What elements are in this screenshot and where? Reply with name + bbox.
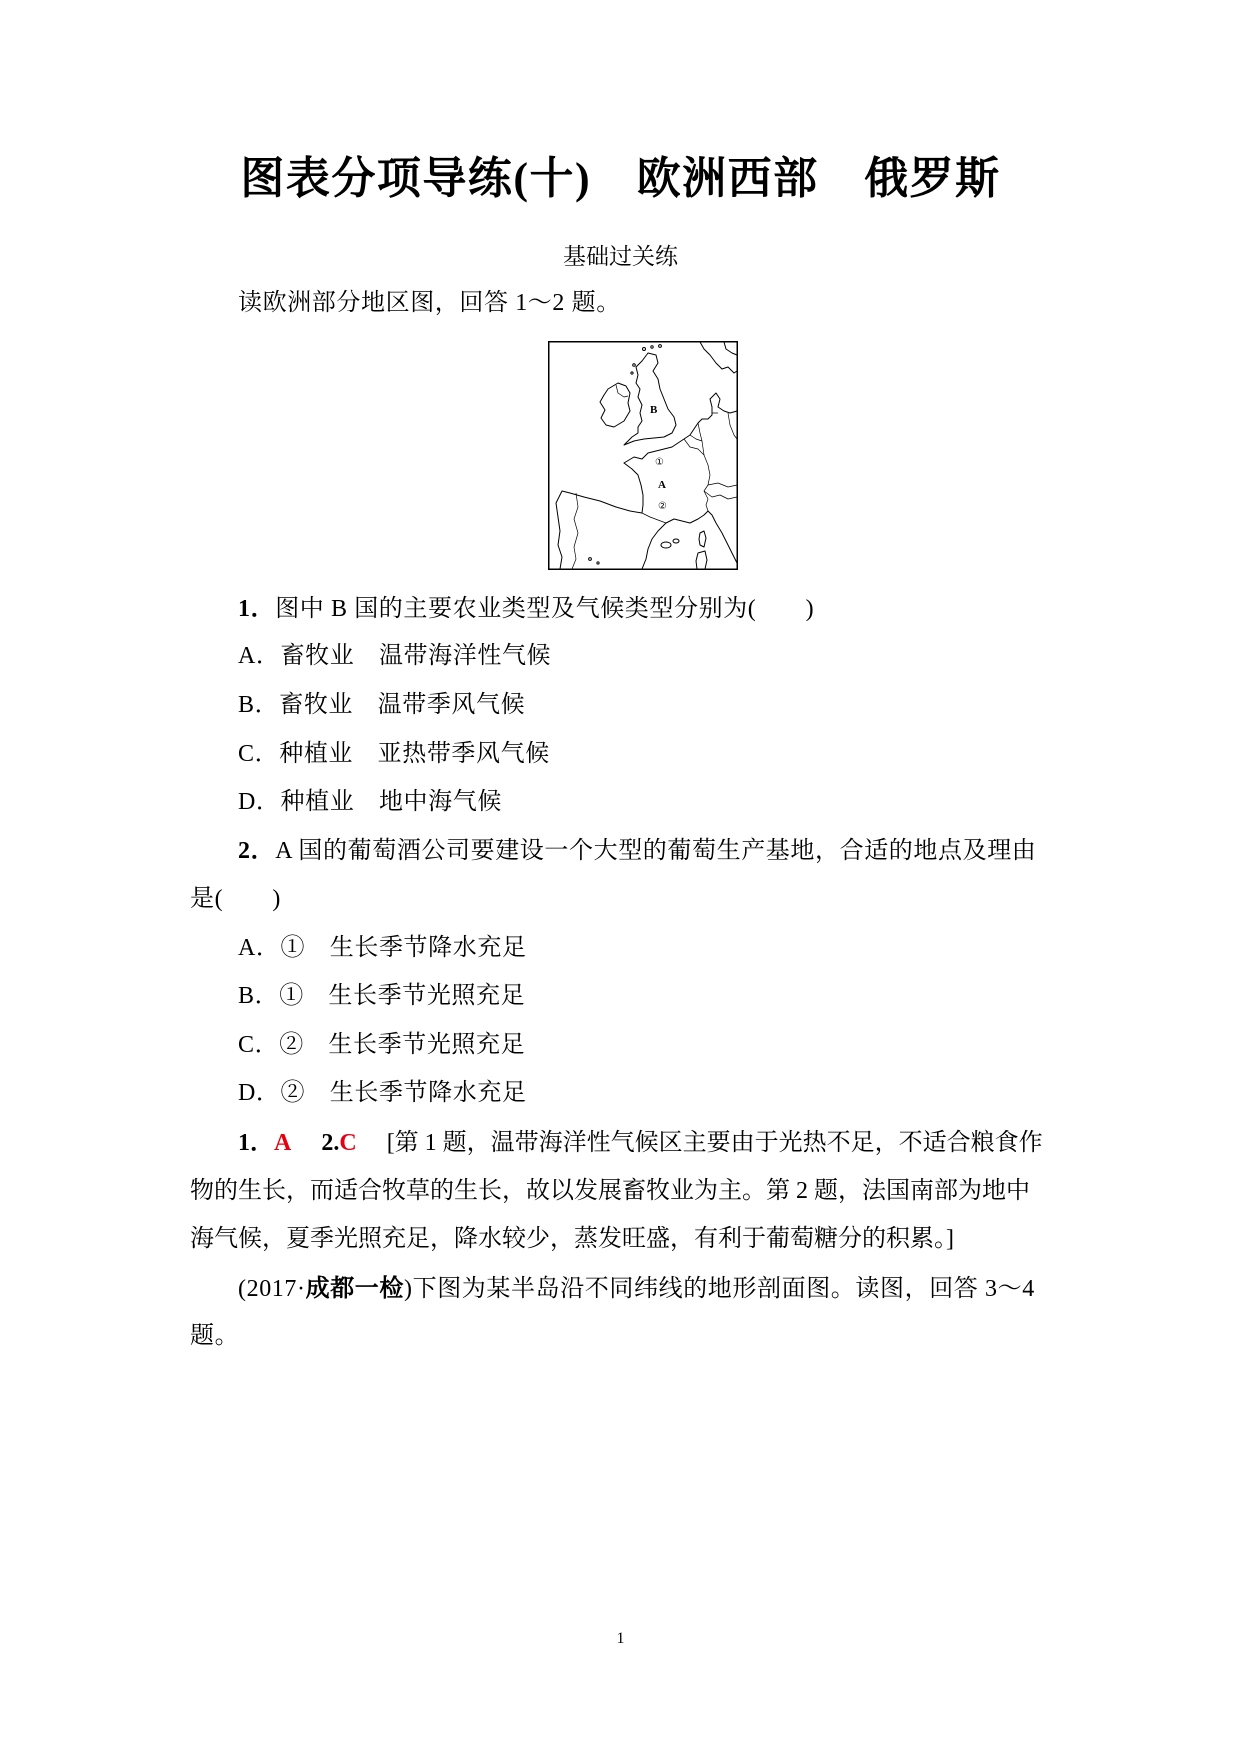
island-mark: [597, 562, 599, 564]
question-2-option-b: [238, 980, 525, 1012]
island-mark: [633, 364, 636, 367]
option-text: 种植业 亚热带季风气候: [279, 741, 550, 767]
answer-line-3: 海气候，夏季光照充足，降水较少，蒸发旺盛，有利于葡萄糖分的积累。]: [190, 1226, 954, 1252]
option-text: ② 生长季节降水充足: [280, 1080, 527, 1106]
question-2-stem-line-1: [238, 835, 1036, 867]
question-1-option-d: [238, 786, 502, 818]
question-2-option-d: [238, 1077, 527, 1109]
option-text: ① 生长季节降水充足: [280, 935, 527, 961]
answer-key: A: [274, 1130, 292, 1156]
island-mark: [643, 348, 646, 351]
question-1-option-c: [238, 738, 550, 770]
source-close: ): [404, 1276, 413, 1302]
island-mark: [673, 539, 679, 543]
question-2-stem-line-2: 是( ): [190, 886, 281, 912]
answer-line-1: [238, 1127, 1043, 1159]
option-text: 种植业 地中海气候: [280, 789, 502, 815]
next-block-line-2: 题。: [190, 1323, 240, 1349]
sardinia-outline: [696, 551, 707, 569]
question-2-option-a: [238, 932, 527, 964]
corsica-outline: [699, 531, 706, 547]
question-number: 2．: [238, 838, 276, 864]
answer-line-2: 物的生长，而适合牧草的生长，故以发展畜牧业为主。第 2 题，法国南部为地中: [190, 1178, 1030, 1204]
option-letter: C．: [238, 1032, 280, 1058]
next-block-line-1: [238, 1273, 1035, 1305]
question-text: A 国的葡萄酒公司要建设一个大型的葡萄生产基地，合适的地点及理由: [275, 838, 1037, 864]
island-mark: [589, 558, 592, 561]
page-number: 1: [616, 1630, 625, 1647]
question-1-stem: [238, 593, 814, 625]
answer-number: 1．: [238, 1130, 274, 1156]
question-number: 1．: [238, 596, 276, 622]
option-letter: A．: [238, 643, 281, 669]
question-1-option-b: [238, 689, 525, 721]
option-letter: D．: [238, 789, 281, 815]
answer-key: C: [339, 1130, 357, 1156]
question-2-option-c: [238, 1029, 525, 1061]
option-text: ② 生长季节光照充足: [279, 1032, 526, 1058]
map-label-site2: ②: [658, 501, 667, 512]
option-letter: B．: [238, 983, 280, 1009]
explanation-text: [第 1 题，温带海洋性气候区主要由于光热不足，不适合粮食作: [386, 1130, 1043, 1156]
island-mark: [661, 542, 671, 548]
option-letter: B．: [238, 692, 280, 718]
option-text: 畜牧业 温带季风气候: [279, 692, 526, 718]
island-mark: [659, 345, 662, 348]
page-title: 图表分项导练(十) 欧洲西部 俄罗斯: [240, 154, 1001, 203]
source-open: (2017·: [238, 1276, 306, 1302]
option-letter: D．: [238, 1080, 281, 1106]
map-label-b: B: [650, 404, 658, 416]
map-label-site1: ①: [655, 457, 664, 468]
question-text: 图中 B 国的主要农业类型及气候类型分别为( ): [275, 596, 815, 622]
island-mark: [651, 346, 653, 348]
option-text: 畜牧业 温带海洋性气候: [280, 643, 552, 669]
option-letter: C．: [238, 741, 280, 767]
answer-number: 2.: [321, 1130, 340, 1156]
europe-map-figure: [548, 341, 738, 570]
question-1-option-a: [238, 640, 551, 672]
source-name: 成都一检: [305, 1275, 404, 1302]
island-mark: [631, 372, 633, 374]
europe-map-svg: [548, 341, 738, 570]
section-heading: 基础过关练: [563, 243, 678, 269]
map-label-a: A: [658, 479, 666, 491]
next-block-text: 下图为某半岛沿不同纬线的地形剖面图。读图，回答 3～4: [412, 1276, 1035, 1302]
intro-text: 读欧洲部分地区图，回答 1～2 题。: [238, 290, 621, 316]
option-letter: A．: [238, 935, 281, 961]
option-text: ① 生长季节光照充足: [279, 983, 526, 1009]
